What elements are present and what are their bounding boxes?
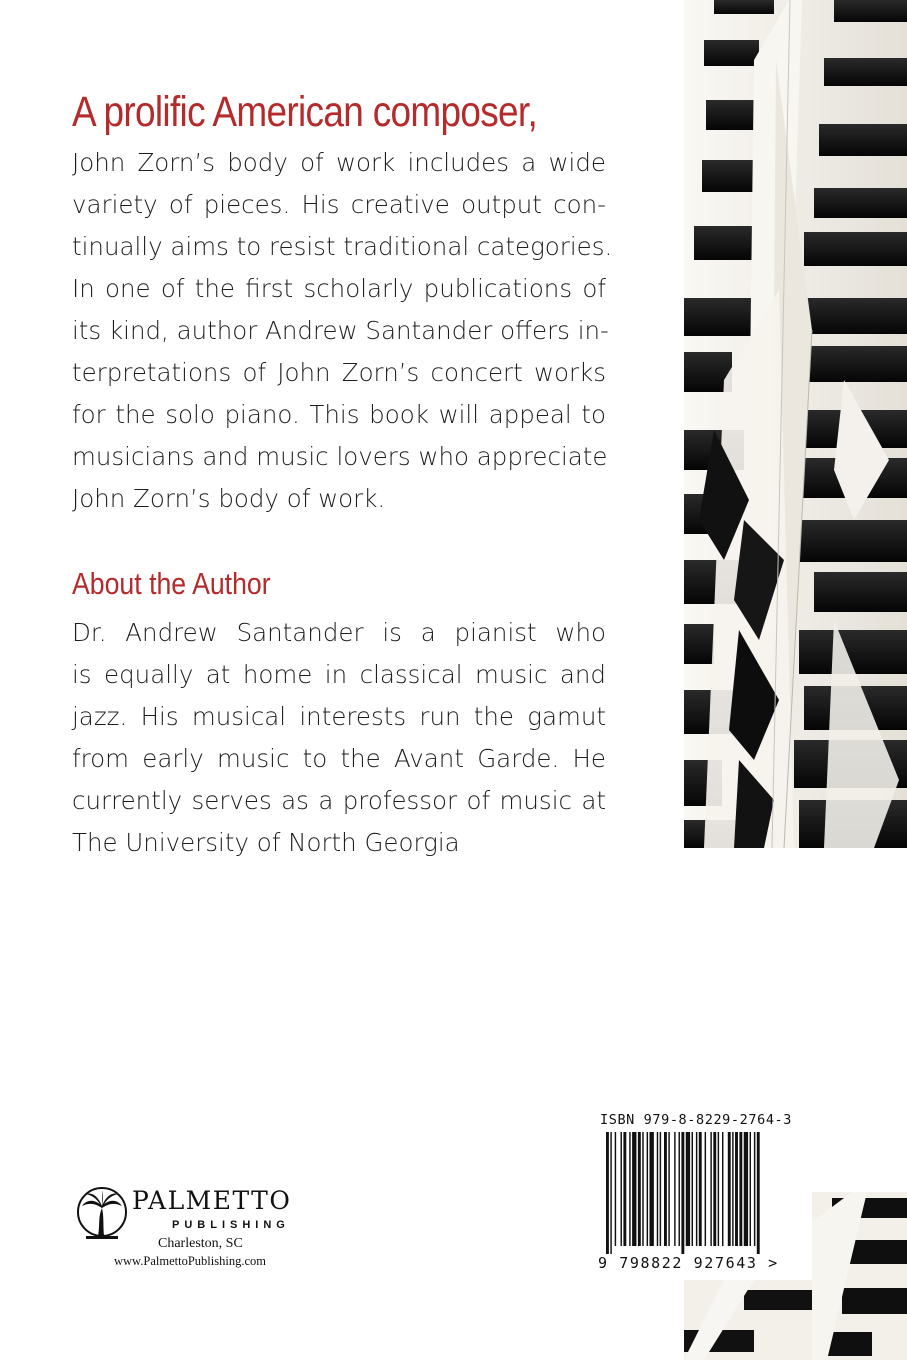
barcode-bar (629, 1132, 630, 1246)
barcode-bar (728, 1132, 731, 1246)
barcode-bar (679, 1132, 680, 1246)
blurb-line: for the solo piano. This book will appeal to (72, 400, 606, 429)
blurb-line: variety of pieces. His creative output con- (72, 190, 606, 219)
barcode-bar (650, 1132, 654, 1246)
barcode-bar (660, 1132, 661, 1246)
blurb-line: musicians and music lovers who appreciate (72, 442, 608, 471)
barcode-bar (744, 1132, 748, 1246)
barcode-bar (668, 1132, 669, 1246)
barcode-bar (647, 1132, 648, 1246)
barcode-bar (696, 1132, 697, 1246)
about-paragraph (72, 612, 606, 864)
about-line: jazz. His musical interests run the gamut (72, 702, 606, 731)
barcode-bar (623, 1132, 626, 1246)
barcode-digits: 9 798822 927643 > (598, 1254, 779, 1272)
piano-keys-art-corner (684, 1280, 812, 1360)
barcode-bar (638, 1132, 641, 1246)
barcode-bar (642, 1132, 643, 1246)
barcode-bar (735, 1132, 738, 1246)
barcode-bar (739, 1132, 742, 1246)
piano-keys-art-lower (812, 1192, 907, 1360)
blurb-headline: A prolific American composer, (72, 88, 538, 136)
barcode-bar (754, 1132, 755, 1246)
barcode-bar (632, 1132, 636, 1246)
barcode-bar (722, 1132, 723, 1246)
barcode-bar (692, 1132, 693, 1246)
piano-keys-image (684, 0, 907, 848)
isbn-label: ISBN 979-8-8229-2764-3 (600, 1112, 793, 1128)
barcode-bar (718, 1132, 719, 1246)
barcode-bar (606, 1132, 609, 1254)
publisher-url: www.PalmettoPublishing.com (114, 1254, 266, 1268)
piano-keys-art (684, 0, 907, 848)
barcode-bar (750, 1132, 751, 1246)
publisher-name: PALMETTO (132, 1186, 292, 1215)
barcode-bar (674, 1132, 675, 1246)
barcode-bar (713, 1132, 716, 1246)
publisher-block (76, 1186, 336, 1276)
barcode-bar (610, 1132, 611, 1254)
blurb-line: In one of the first scholarly publications of (72, 274, 606, 303)
blurb-paragraph (72, 142, 613, 520)
about-line: The University of North Georgia (72, 828, 460, 857)
piano-keys-image-corner (684, 1280, 812, 1360)
barcode-bar (664, 1132, 667, 1246)
barcode-bar (757, 1132, 760, 1254)
piano-keys-image-lower (812, 1192, 907, 1360)
palm-tree-icon (76, 1186, 128, 1244)
barcode (598, 1112, 812, 1280)
publisher-subtitle: PUBLISHING (172, 1219, 290, 1231)
blurb-line: tinually aims to resist traditional categories. (72, 232, 613, 261)
about-line: currently serves as a professor of music at (72, 786, 606, 815)
blurb-line: John Zorn’s body of work. (72, 484, 386, 513)
barcode-bar (681, 1132, 684, 1254)
barcode-bar (732, 1132, 733, 1246)
barcode-bar (705, 1132, 706, 1246)
about-heading: About the Author (72, 566, 271, 601)
barcode-bars (598, 1132, 812, 1254)
about-line: Dr. Andrew Santander is a pianist who (72, 618, 606, 647)
about-line: is equally at home in classical music and (72, 660, 606, 689)
about-line: from early music to the Avant Garde. He (72, 744, 606, 773)
blurb-line: its kind, author Andrew Santander offers in- (72, 316, 609, 345)
barcode-bar (615, 1132, 616, 1246)
publisher-city: Charleston, SC (158, 1236, 243, 1251)
barcode-bar (699, 1132, 702, 1246)
barcode-bar (657, 1132, 658, 1246)
blurb-line: John Zorn’s body of work includes a wide (72, 148, 606, 177)
barcode-bar (621, 1132, 622, 1246)
barcode-bar (710, 1132, 711, 1246)
blurb-line: terpretations of John Zorn’s concert works (72, 358, 606, 387)
barcode-bar (686, 1132, 690, 1246)
